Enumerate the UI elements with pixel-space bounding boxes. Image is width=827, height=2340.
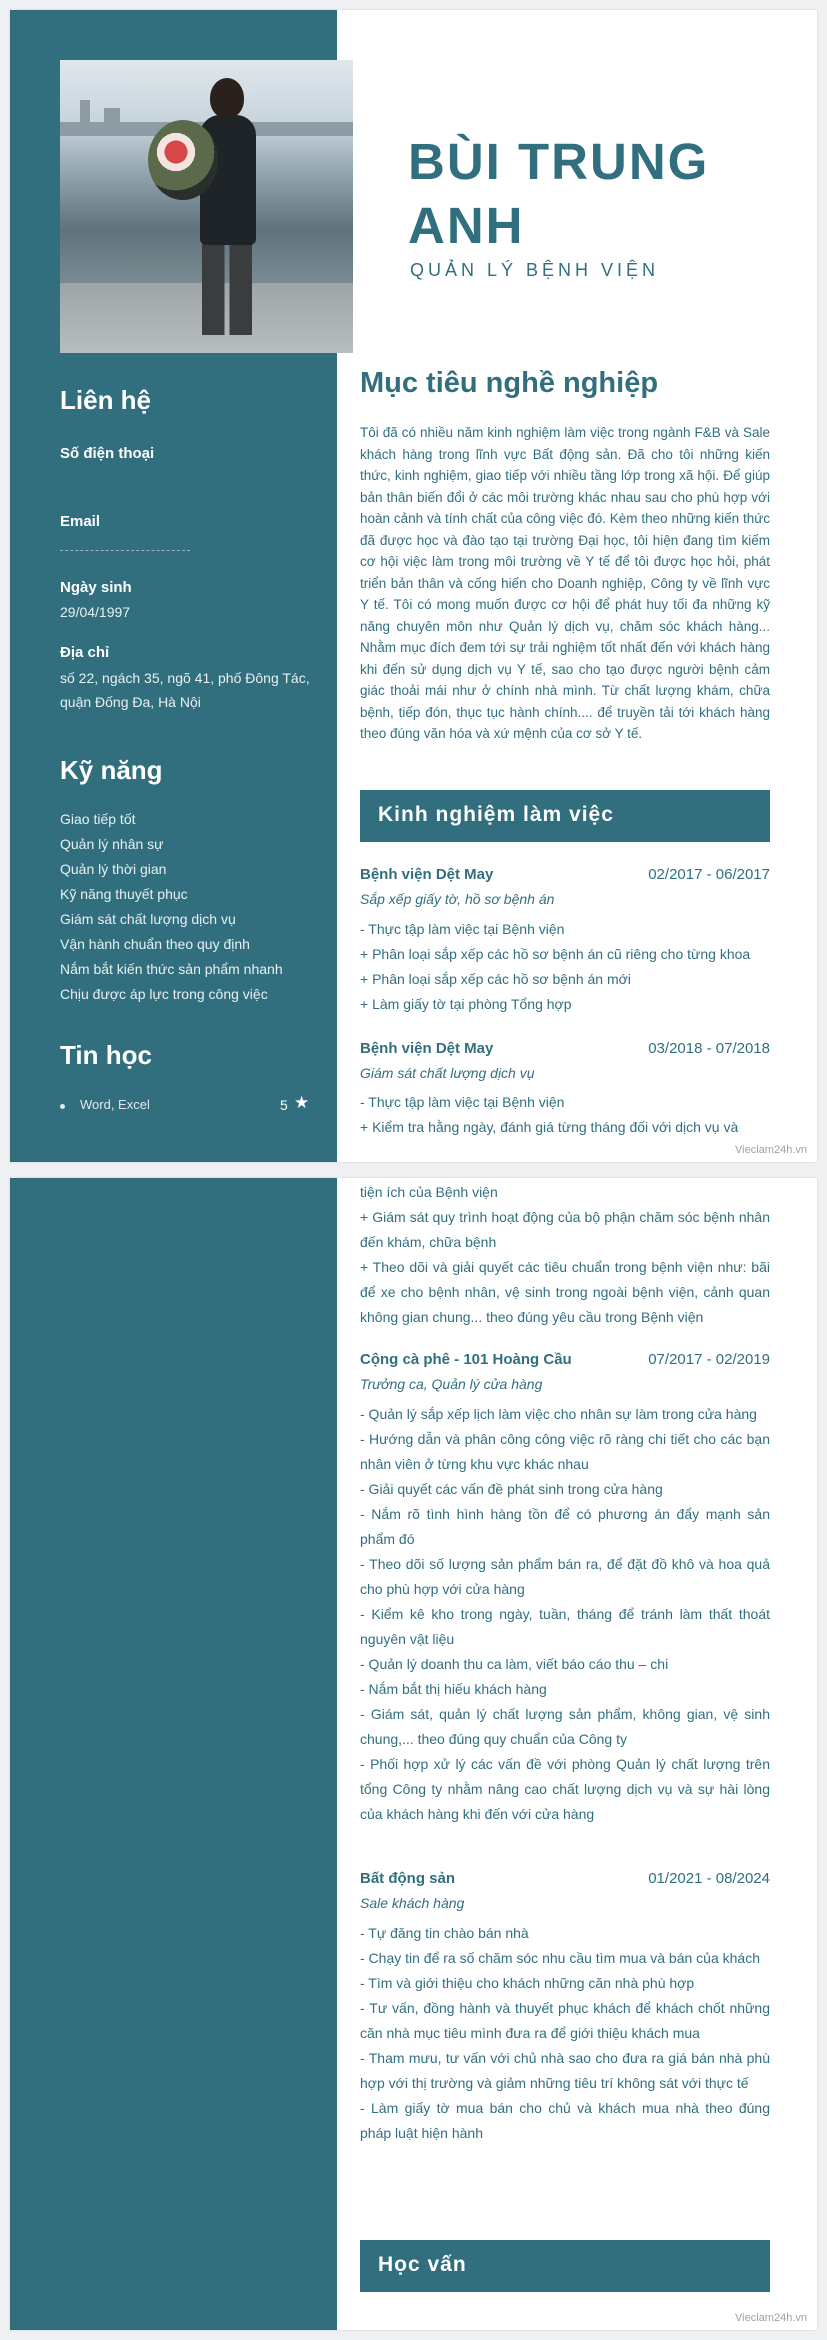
job-company: Bệnh viện Dệt May [360,866,494,883]
job-company: Cộng cà phê - 101 Hoàng Cầu [360,1351,572,1368]
job-date: 07/2017 - 02/2019 [648,1351,770,1368]
job-date: 02/2017 - 06/2017 [648,866,770,883]
watermark: Vieclam24h.vn [735,1144,807,1156]
job-duties [360,1402,770,1827]
cv-page-2 [10,1178,817,2330]
contact-heading: Liên hệ [60,385,152,415]
skill-item: Quản lý thời gian [60,861,167,877]
job-duty: - Giải quyết các vấn đề phát sinh trong cửa hàng [360,1481,663,1497]
address-value: số 22, ngách 35, ngõ 41, phố Đông Tác, quận Đống Đa, Hà Nội [60,670,310,710]
experience-heading: Kinh nghiệm làm việc [378,803,614,826]
job-duties [360,917,770,1017]
dob-label: Ngày sinh [60,579,132,596]
email-value-placeholder [60,550,190,551]
job-duty: + Theo dõi và giải quyết các tiêu chuẩn trong bệnh viện như: bãi để xe cho bệnh nhân, vệ sinh trong ngoài bệnh viện, cảnh quan không gian chung... theo đúng yêu cầu trong Bệnh viện [360,1259,770,1325]
job-duty: - Tự đăng tin chào bán nhà [360,1925,529,1941]
job-duties [360,1090,770,1140]
job-duty: + Kiểm tra hằng ngày, đánh giá từng tháng đối với dịch vụ và [360,1119,739,1135]
job-duty: - Quản lý doanh thu ca làm, viết báo cáo thu – chi [360,1656,669,1672]
job-company: Bất động sản [360,1870,456,1887]
name-line-1: BÙI TRUNG [408,133,710,190]
watermark: Vieclam24h.vn [735,2312,807,2324]
cv-page-1 [10,10,817,1162]
name-line-2: ANH [408,197,525,254]
job-date: 03/2018 - 07/2018 [648,1040,770,1057]
job-duty: - Quản lý sắp xếp lịch làm việc cho nhân sự làm trong cửa hàng [360,1406,757,1422]
job-duties [360,1921,770,2146]
job-duty: + Phân loại sắp xếp các hồ sơ bệnh án mới [360,971,631,987]
candidate-name [408,130,788,258]
job-position: Giám sát chất lượng dịch vụ [360,1065,535,1081]
job-duty: - Nắm bắt thị hiếu khách hàng [360,1681,547,1697]
job-duty: - Tư vấn, đồng hành và thuyết phục khách để khách chốt những căn nhà mục tiêu mình đưa ra để giới thiệu khách mua [360,2000,770,2041]
it-bullet [60,1104,65,1109]
job-duty: - Tham mưu, tư vấn với chủ nhà sao cho đưa ra giá bán nhà phù hợp với thị trường và giảm những tiêu trí không sát với thực tế [360,2050,770,2091]
skill-item: Giao tiếp tốt [60,811,136,827]
job-duty: + Giám sát quy trình hoạt động của bộ phận chăm sóc bệnh nhân đến khám, chữa bệnh [360,1209,770,1250]
it-rating: 5 [280,1097,288,1113]
skill-item: Nắm bắt kiến thức sản phẩm nhanh [60,961,283,977]
job-company: Bệnh viện Dệt May [360,1040,494,1057]
job-duty: - Nắm rõ tình hình hàng tồn để có phương án đẩy mạnh sản phẩm đó [360,1506,770,1547]
job-duty: + Làm giấy tờ tại phòng Tổng hợp [360,996,572,1012]
phone-label: Số điện thoại [60,445,155,462]
job-title: QUẢN LÝ BỆNH VIỆN [410,260,660,280]
skill-item: Quản lý nhân sự [60,836,164,852]
job-date: 01/2021 - 08/2024 [648,1870,770,1887]
skill-item: Chịu được áp lực trong công việc [60,986,268,1002]
job-position: Trưởng ca, Quản lý cửa hàng [360,1376,543,1392]
job-duty: - Giám sát, quản lý chất lượng sản phẩm, không gian, vệ sinh chung,... theo đúng quy chuẩn của Công ty [360,1706,770,1747]
it-item: Word, Excel [80,1097,150,1112]
objective-heading: Mục tiêu nghề nghiệp [360,367,659,399]
skill-item: Vận hành chuẩn theo quy định [60,936,250,952]
email-label: Email [60,513,101,530]
job-duty: - Thực tập làm việc tại Bệnh viện [360,921,565,937]
profile-photo [60,60,353,353]
job-duty: - Theo dõi số lượng sản phẩm bán ra, để đặt đồ khô và hoa quả cho phù hợp với cửa hàng [360,1556,770,1597]
job-duty: tiện ích của Bệnh viện [360,1184,498,1200]
skills-heading: Kỹ năng [60,755,163,785]
job-position: Sale khách hàng [360,1895,465,1911]
experience-heading-bar [360,790,770,842]
job-duty: - Kiểm kê kho trong ngày, tuần, tháng để tránh làm thất thoát nguyên vật liệu [360,1606,770,1647]
skill-item: Giám sát chất lượng dịch vụ [60,911,236,927]
objective-text: Tôi đã có nhiều năm kinh nghiệm làm việc trong ngành F&B và Sale khách hàng trong lĩnh vực Bất động sản. Đã cho tôi những kiến thức, kinh nghiệm, giao tiếp với nhiều tầng lớp trong xã hội. Để giúp bản thân biến đổi ở các môi trường khác nhau sau cho phù hợp với hoàn cảnh và tính chất của công việc đó. Kèm theo những kiến thức đã được học và đào tạo tại trường Đại học, tôi hiện đang tìm kiếm cơ hội việc làm trong môi trường về Y tế để tôi được học hỏi, phát triển bản thân và cống hiến cho Doanh nghiệp, Công ty về lĩnh vực Y tế. Tôi có mong muốn được cơ hội để phát huy tối đa những kỹ năng chuyên môn như Quản lý dịch vụ, chăm sóc khách hàng... Nhằm mục đích đem tới sự trải nghiệm tốt nhất đến với khách hàng khi đến sử dụng dịch vụ Y tế, sao cho tạo được người bệnh cảm giác thoải mái như ở chính nhà mình. Từ chất lượng khám, chữa bệnh, tiếp đón, thục tục hành chính.... để truyền tải tới khách hàng theo đúng văn hóa và xứ mệnh của cơ sở Y tế. [360,425,770,741]
sidebar [10,1178,337,2330]
dob-value: 29/04/1997 [60,604,131,620]
job-duty: - Hướng dẫn và phân công công việc rõ ràng chi tiết cho các bạn nhân viên ở từng khu vực khác nhau [360,1431,770,1472]
job-duty: - Làm giấy tờ mua bán cho chủ và khách mua nhà theo đúng pháp luật hiện hành [360,2100,770,2141]
job-position: Sắp xếp giấy tờ, hồ sơ bệnh án [360,891,555,907]
address-label: Địa chỉ [60,644,110,661]
education-heading-bar [360,2240,770,2292]
job-duty: - Chạy tin để ra số chăm sóc nhu cầu tìm mua và bán của khách [360,1950,760,1966]
job-duties [360,1180,770,1330]
skill-item: Kỹ năng thuyết phục [60,886,188,902]
job-duty: + Phân loại sắp xếp các hồ sơ bệnh án cũ riêng cho từng khoa [360,946,751,962]
job-duty: - Phối hợp xử lý các vấn đề với phòng Quản lý chất lượng trên tổng Công ty nhằm nâng cao chất lượng dịch vụ và sự hài lòng của khách hàng khi đến với cửa hàng [360,1756,770,1822]
education-heading: Học vấn [378,2253,467,2276]
it-heading: Tin học [60,1040,152,1070]
star-icon: ★ [294,1093,310,1112]
job-duty: - Thực tập làm việc tại Bệnh viện [360,1094,565,1110]
job-duty: - Tìm và giới thiệu cho khách những căn nhà phù hợp [360,1975,695,1991]
